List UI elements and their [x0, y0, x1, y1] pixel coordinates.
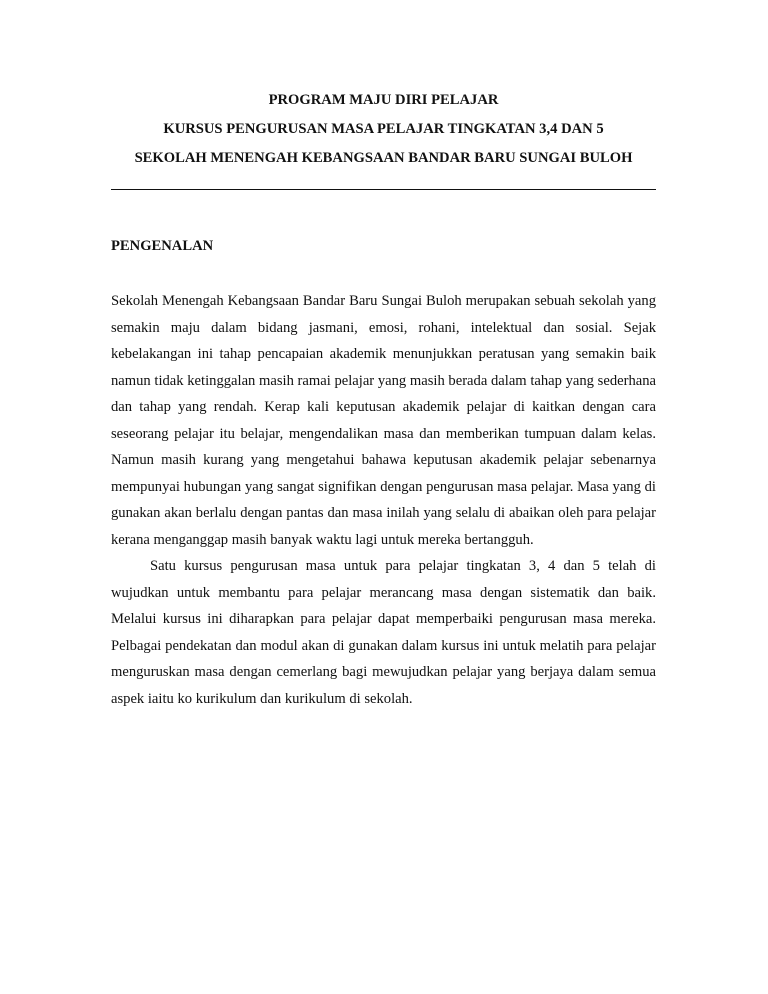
section-heading: PENGENALAN [111, 238, 214, 254]
section-body [111, 288, 656, 712]
document-header [111, 90, 656, 177]
header-divider [111, 189, 656, 190]
header-title-line-2: KURSUS PENGURUSAN MASA PELAJAR TINGKATAN 3,4 DAN 5 [163, 121, 604, 137]
header-title-line-1: PROGRAM MAJU DIRI PELAJAR [268, 92, 499, 108]
header-title-line-3: SEKOLAH MENENGAH KEBANGSAAN BANDAR BARU SUNGAI BULOH [134, 150, 633, 166]
paragraph-1: Sekolah Menengah Kebangsaan Bandar Baru Sungai Buloh merupakan sebuah sekolah yang semakin maju dalam bidang jasmani, emosi, rohani, intelektual dan sosial. Sejak kebelakangan ini tahap pencapaian akademik menunjukkan peratusan yang semakin baik namun tidak ketinggalan masih ramai pelajar yang masih berada dalam tahap yang sederhana dan tahap yang rendah. Kerap kali keputusan akademik pelajar di kaitkan dengan cara seseorang pelajar itu belajar, mengendalikan masa dan memberikan tumpuan dalam kelas. Namun masih kurang yang mengetahui bahawa keputusan akademik pelajar sebenarnya mempunyai hubungan yang sangat signifikan dengan pengurusan masa pelajar. Masa yang di gunakan akan berlalu dengan pantas dan masa inilah yang selalu di abaikan oleh para pelajar kerana menganggap masih banyak waktu lagi untuk mereka bertangguh. [111, 293, 656, 548]
paragraph-2: Satu kursus pengurusan masa untuk para pelajar tingkatan 3, 4 dan 5 telah di wujudkan untuk membantu para pelajar merancang masa dengan sistematik dan baik. Melalui kursus ini diharapkan para pelajar dapat memperbaiki pengurusan masa mereka. Pelbagai pendekatan dan modul akan di gunakan dalam kursus ini untuk melatih para pelajar menguruskan masa dengan cemerlang bagi mewujudkan pelajar yang berjaya dalam semua aspek iaitu ko kurikulum dan kurikulum di sekolah. [111, 558, 656, 707]
